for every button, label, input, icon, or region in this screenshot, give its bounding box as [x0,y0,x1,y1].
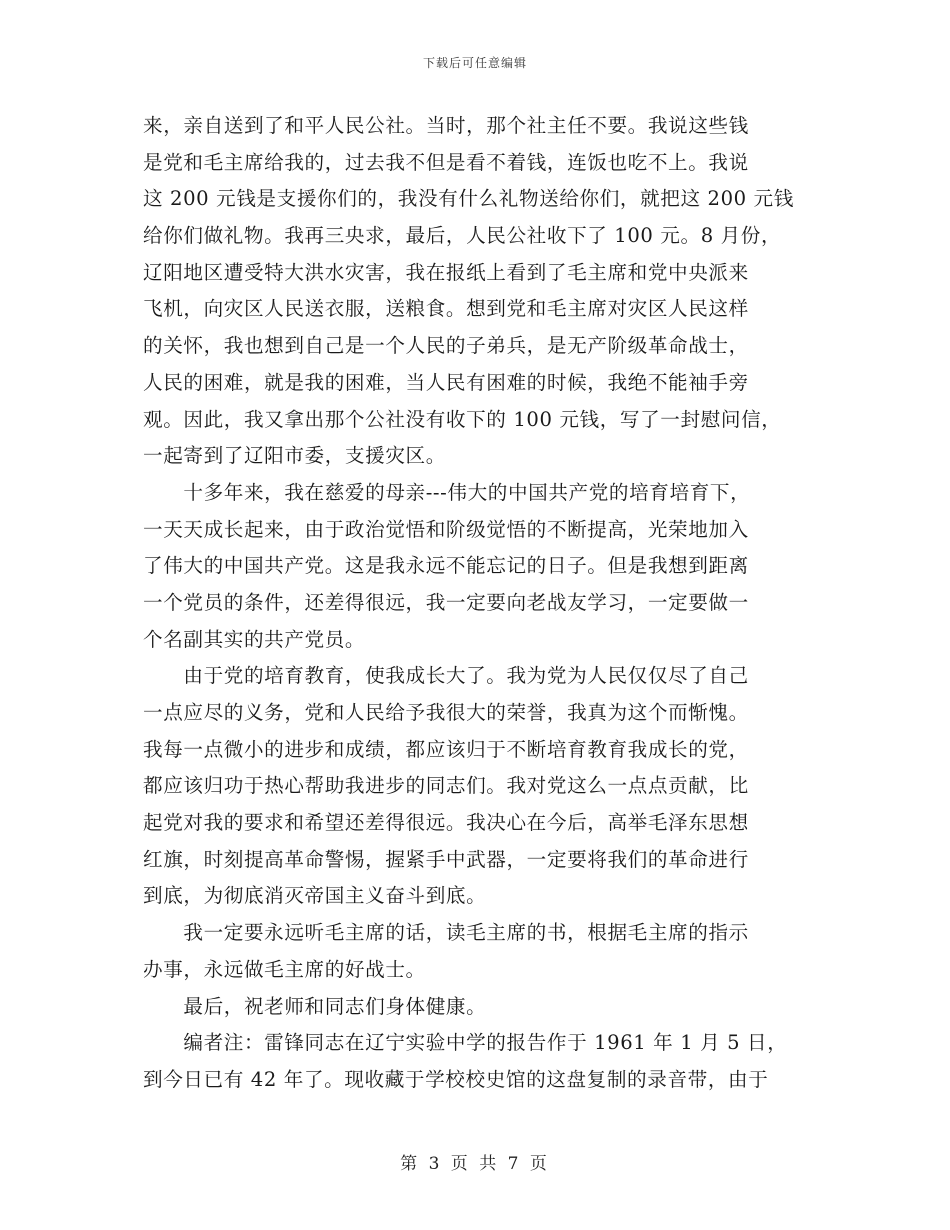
text-line: 给你们做礼物。我再三央求，最后，人民公社收下了 100 元。8 月份， [143,224,782,248]
document-body [143,108,811,1099]
text-line: 办事，永远做毛主席的好战士。 [143,957,426,981]
text-line: 一个党员的条件，还差得很远，我一定要向老战友学习，一定要做一 [143,590,749,614]
text-line: 我每一点微小的进步和成绩，都应该归于不断培育教育我成长的党， [143,737,749,761]
text-line: 红旗，时刻提高革命警惕，握紧手中武器，一定要将我们的革命进行 [143,847,749,871]
text-line: 一起寄到了辽阳市委，支援灾区。 [143,444,446,468]
text-line: 编者注：雷锋同志在辽宁实验中学的报告作于 1961 年 1 月 5 日， [143,1031,788,1055]
text-line: 到今日已有 42 年了。现收藏于学校校史馆的这盘复制的录音带，由于 [143,1067,769,1091]
text-line: 飞机，向灾区人民送衣服，送粮食。想到党和毛主席对灾区人民这样 [143,297,749,321]
text-line: 辽阳地区遭受特大洪水灾害，我在报纸上看到了毛主席和党中央派来 [143,260,749,284]
text-line: 这 200 元钱是支援你们的，我没有什么礼物送给你们，就把这 200 元钱 [143,187,794,211]
text-line: 一天天成长起来，由于政治觉悟和阶级觉悟的不断提高，光荣地加入 [143,517,749,541]
text-line: 个名副其实的共产党员。 [143,627,366,651]
text-line: 由于党的培育教育，使我成长大了。我为党为人民仅仅尽了自己 [143,664,749,688]
text-line: 是党和毛主席给我的，过去我不但是看不着钱，连饭也吃不上。我说 [143,150,749,174]
text-line: 了伟大的中国共产党。这是我永远不能忘记的日子。但是我想到距离 [143,554,749,578]
text-line: 一点应尽的义务，党和人民给予我很大的荣誉，我真为这个而惭愧。 [143,701,749,724]
text-line: 起党对我的要求和希望还差得很远。我决心在今后，高举毛泽东思想 [143,811,749,835]
text-line: 来，亲自送到了和平人民公社。当时，那个社主任不要。我说这些钱 [143,114,749,137]
text-line: 到底，为彻底消灭帝国主义奋斗到底。 [143,884,487,908]
text-line: 十多年来，我在慈爱的母亲---伟大的中国共产党的培育培育下， [143,480,751,504]
text-line: 观。因此，我又拿出那个公社没有收下的 100 元钱，写了一封慰问信， [143,407,782,431]
text-line: 最后，祝老师和同志们身体健康。 [143,994,487,1018]
text-line: 人民的困难，就是我的困难，当人民有困难的时候，我绝不能袖手旁 [143,370,749,394]
page-header-note: 下载后可任意编辑 [422,56,527,70]
text-line: 我一定要永远听毛主席的话，读毛主席的书，根据毛主席的指示 [143,921,749,945]
page-number: 第 3 页 共 7 页 [400,1154,550,1174]
text-line: 的关怀，我也想到自己是一个人民的子弟兵，是无产阶级革命战士， [143,334,749,358]
text-line: 都应该归功于热心帮助我进步的同志们。我对党这么一点点贡献，比 [143,774,749,798]
